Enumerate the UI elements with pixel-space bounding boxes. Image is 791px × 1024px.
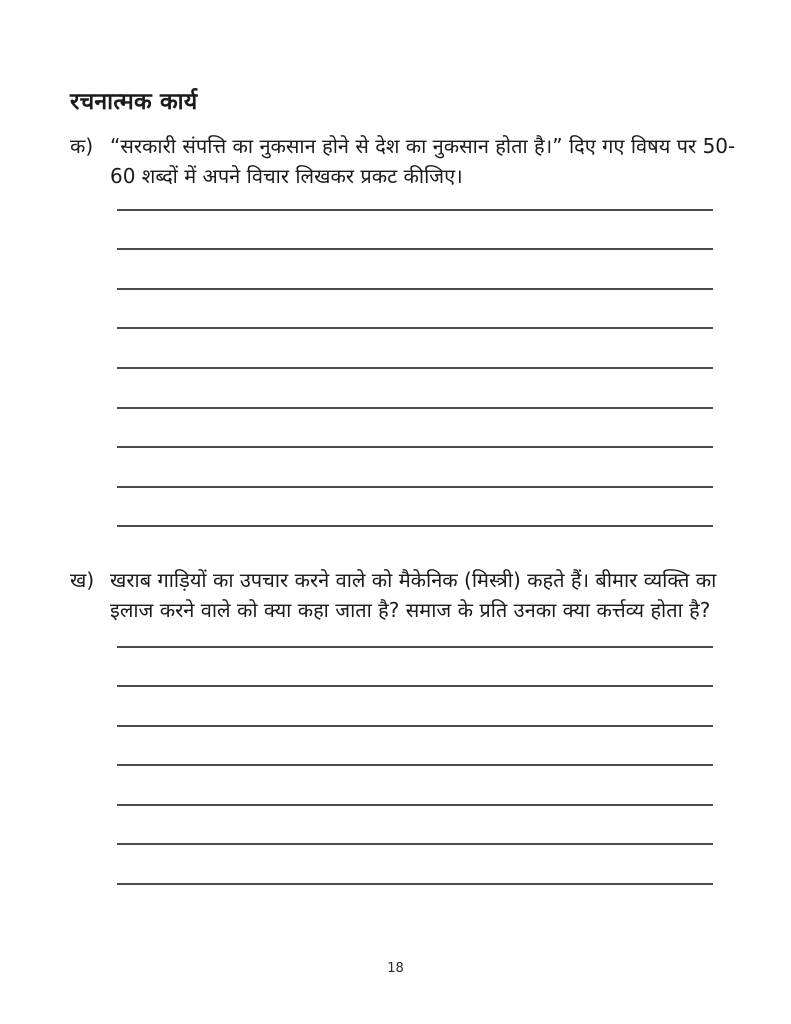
answer-line (117, 766, 713, 806)
question-ka-text: “सरकारी संपत्ति का नुकसान होने से देश का नुकसान होता है।” दिए गए विषय पर 50-60 शब्दों में अपने विचार लिखकर प्रकट कीजिए। (110, 134, 736, 188)
answer-line (117, 329, 713, 369)
answer-line (117, 845, 713, 885)
answer-line (117, 250, 713, 290)
answer-line (117, 648, 713, 688)
page-number: 18 (387, 961, 404, 976)
answer-line (117, 171, 713, 211)
question-kha-label: ख) (70, 568, 95, 592)
page-title: रचनात्मक कार्य (70, 89, 198, 115)
answer-line (117, 448, 713, 488)
question-ka-label: क) (70, 134, 94, 158)
answer-line (117, 806, 713, 846)
answer-line (117, 409, 713, 449)
answer-line (117, 369, 713, 409)
question-kha-text: खराब गाड़ियों का उपचार करने वाले को मैकेनिक (मिस्त्री) कहते हैं। बीमार व्यक्ति का इलाज करने वाले को क्या कहा जाता है? समाज के प्रति उनका क्या कर्त्तव्य होता है? (110, 568, 717, 622)
answer-line (117, 608, 713, 648)
answer-lines-kha (117, 608, 713, 885)
answer-line (117, 687, 713, 727)
answer-line (117, 488, 713, 528)
answer-line (117, 727, 713, 767)
answer-line (117, 290, 713, 330)
answer-line (117, 211, 713, 251)
answer-lines-ka (117, 171, 713, 527)
